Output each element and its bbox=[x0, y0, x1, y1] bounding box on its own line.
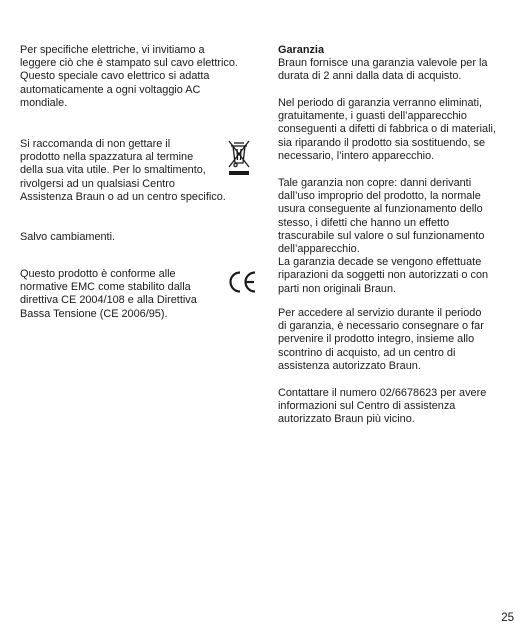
text-line: Braun fornisce una garanzia valevole per la bbox=[278, 57, 488, 70]
text-line: durata di 2 anni dalla data di acquisto. bbox=[278, 70, 462, 83]
text-line: Contattare il numero 02/6678623 per avere bbox=[278, 387, 487, 399]
ce-mark-icon bbox=[228, 270, 258, 294]
text-line: Assistenza Braun o ad un centro specifico. bbox=[20, 190, 226, 203]
text-line: riparazioni da soggetti non autorizzati o con bbox=[278, 269, 489, 282]
text-line: Tale garanzia non copre: danni derivanti bbox=[278, 177, 472, 189]
text-line: di garanzia, è necessario consegnare o far bbox=[278, 320, 484, 333]
text-line: sia riparando il prodotto sia sostituendo, se bbox=[278, 136, 486, 149]
text-line: Per accedere al servizio durante il periodo bbox=[278, 307, 482, 319]
text-line: conseguenti a difetti di fabbrica o di materiali, bbox=[278, 123, 496, 136]
text-line: scontrino di acquisto, ad un centro di bbox=[278, 346, 456, 359]
conformity-note bbox=[20, 268, 260, 321]
warranty-intro bbox=[278, 44, 518, 84]
text-line: dall’uso improprio del prodotto, la normale bbox=[278, 190, 481, 203]
text-line: assistenza autorizzato Braun. bbox=[278, 359, 421, 372]
page-number: 25 bbox=[501, 612, 514, 624]
text-line: dell’apparecchio. bbox=[278, 243, 360, 256]
text-line: parti non originali Braun. bbox=[278, 282, 397, 295]
crossed-out-wheelie-bin-icon bbox=[226, 138, 252, 178]
text-line: trascurabile sul valore o sul funzionamento bbox=[278, 229, 485, 242]
text-line: autorizzato Braun più vicino. bbox=[278, 413, 415, 426]
changes-note bbox=[20, 231, 260, 244]
text-line: prodotto nella spazzatura al termine bbox=[20, 151, 194, 164]
text-line: Nel periodo di garanzia verranno eliminati, bbox=[278, 97, 483, 109]
warranty-heading: Garanzia bbox=[278, 44, 325, 56]
text-line: Salvo cambiamenti. bbox=[20, 231, 116, 243]
warranty-paragraph-3 bbox=[278, 177, 518, 296]
disposal-note bbox=[20, 138, 260, 204]
text-line: Per specifiche elettriche, vi invitiamo a bbox=[20, 44, 205, 56]
text-line: Si raccomanda di non gettare il bbox=[20, 138, 171, 150]
text-line: direttiva CE 2004/108 e alla Direttiva bbox=[20, 294, 197, 307]
warranty-paragraph-4 bbox=[278, 307, 518, 373]
text-line: stesso, i difetti che hanno un effetto bbox=[278, 216, 450, 229]
text-line: normative EMC come stabilito dalla bbox=[20, 281, 191, 294]
text-line: Questo prodotto è conforme alle bbox=[20, 268, 176, 280]
text-line: Questo speciale cavo elettrico si adatta bbox=[20, 70, 210, 83]
text-line: necessario, l’intero apparecchio. bbox=[278, 149, 435, 162]
text-line: informazioni sul Centro di assistenza bbox=[278, 400, 456, 413]
warranty-paragraph-2 bbox=[278, 97, 518, 163]
text-line: usura conseguente al funzionamento dello bbox=[278, 203, 483, 216]
cable-note bbox=[20, 44, 260, 110]
warranty-contact bbox=[278, 387, 518, 427]
text-line: della sua vita utile. Per lo smaltimento, bbox=[20, 164, 206, 177]
text-line: leggere ciò che è stampato sul cavo elettrico. bbox=[20, 57, 238, 70]
text-line: La garanzia decade se vengono effettuate bbox=[278, 256, 482, 269]
text-line: gratuitamente, i guasti dell’apparecchio bbox=[278, 110, 467, 123]
text-line: Bassa Tensione (CE 2006/95). bbox=[20, 307, 168, 320]
text-line: mondiale. bbox=[20, 96, 68, 109]
text-line: rivolgersi ad un qualsiasi Centro bbox=[20, 177, 175, 190]
text-line: pervenire il prodotto integro, insieme allo bbox=[278, 333, 475, 346]
text-line: automaticamente a ogni voltaggio AC bbox=[20, 83, 201, 96]
